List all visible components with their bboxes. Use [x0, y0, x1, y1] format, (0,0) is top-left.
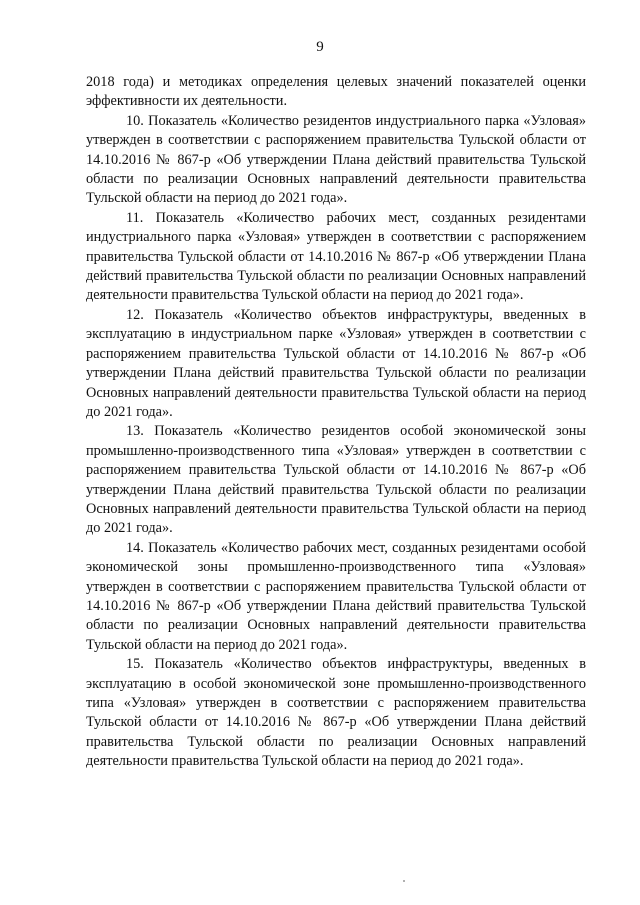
paragraph-continuation: 2018 года) и методиках определения целевых значений показателей оценки эффективности их деятельности. [86, 74, 586, 110]
paragraph-item-14: 14. Показатель «Количество рабочих мест, созданных резидентами особой экономической зоны промышленно-производственного типа «Узловая» утвержден в соответствии с распоряжением правительства Тульской области от 14.10.2016 № 867-р «Об утверждении Плана действий правительства Тульской области по реализации Основных направлений деятельности правительства Тульской области на период до 2021 года». [86, 539, 586, 653]
paragraph-item-11: 11. Показатель «Количество рабочих мест, созданных резидентами индустриального парка «Узловая» утвержден в соответствии с распоряжением правительства Тульской области от 14.10.2016 № 867-р «Об утверждении Плана действий правительства Тульской области по реализации Основных направлений деятельности правительства Тульской области на период до 2021 года». [86, 209, 586, 304]
page-number: 9 [316, 39, 324, 55]
paragraph-item-12: 12. Показатель «Количество объектов инфраструктуры, введенных в эксплуатацию в индустриальном парке «Узловая» утвержден в соответствии с распоряжением правительства Тульской области от 14.10.2016 № 867-р «Об утверждении Плана действий правительства Тульской области по реализации Основных направлений деятельности правительства Тульской области на период до 2021 года». [86, 306, 586, 420]
document-body [86, 73, 586, 772]
scan-speck [403, 880, 405, 882]
paragraph-item-13: 13. Показатель «Количество резидентов особой экономической зоны промышленно-производственного типа «Узловая» утвержден в соответствии с распоряжением правительства Тульской области от 14.10.2016 № 867-р «Об утверждении Плана действий правительства Тульской области по реализации Основных направлений деятельности правительства Тульской области на период до 2021 года». [86, 423, 586, 537]
paragraph-item-15: 15. Показатель «Количество объектов инфраструктуры, введенных в эксплуатацию в особой экономической зоне промышленно-производственного типа «Узловая» утвержден в соответствии с распоряжением правительства Тульской области от 14.10.2016 № 867-р «Об утверждении Плана действий правительства Тульской области по реализации Основных направлений деятельности правительства Тульской области на период до 2021 года». [86, 656, 586, 770]
paragraph-item-10: 10. Показатель «Количество резидентов индустриального парка «Узловая» утвержден в соответствии с распоряжением правительства Тульской области от 14.10.2016 № 867-р «Об утверждении Плана действий правительства Тульской области по реализации Основных направлений деятельности правительства Тульской области на период до 2021 года». [86, 112, 586, 207]
